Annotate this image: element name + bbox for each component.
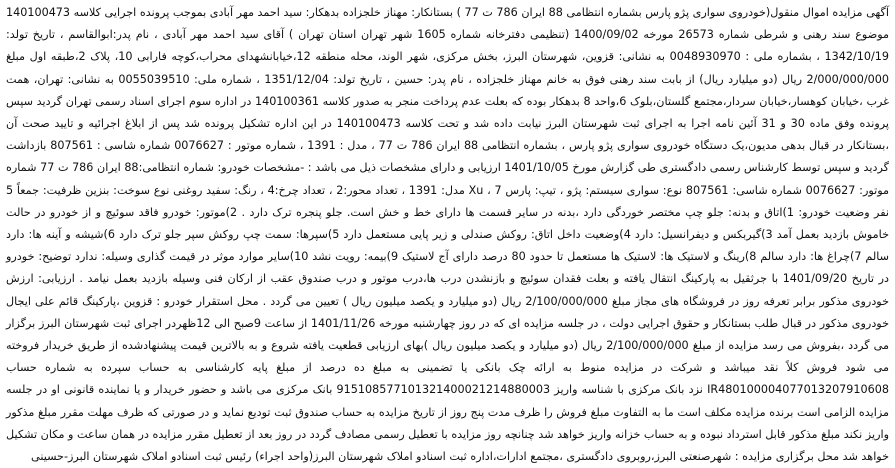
auction-notice-text: آگهی مزایده اموال منقول(خودروی سواری پژو پارس بشماره انتظامی 88 ایران 786 ت 77 ) بستانکار: مهناز خلجزاده بدهکار: سید احمد مهر آبادی بموجب پرونده اجرایی کلاسه 140100473 موضوع سند رهنی و شرطی شماره 26573 مورخه 1400/09/02 (تنظیمی دفترخانه شماره 1605 شهر تهران استان تهران ) آقای سید احمد مهر آبادی ، نام پدر:ابوالقاسم ، تاریخ تولد: 1342/10/19 ، بشماره ملی : 0048930970 به نشانی: قزوین، شهرستان البرز، بخش مرکزی، شهر الوند، محله منطقه 12،خیابانشهدای محراب،کوچه فارابی 10، پلاک 2،طبقه اول مبلغ 2/000/000/000 ریال (دو میلیارد ریال) از بابت سند رهنی فوق به خانم مهناز خلجزاده ، نام پدر: حسین ، تاریخ تولد: 1351/12/04 ، شماره ملی: 0055039510 به نشانی: تهران، همت غرب ،خیابان کوهسار،خیابان سردار،مجتمع گلستان،بلوک 6،واحد 8 بدهکار بوده که بعلت عدم پرداخت منجر به صدور کلاسه 140100361 در اداره سوم اجرای اسناد رسمی تهران گردید سپس پرونده وفق ماده 30 و 31 آئین نامه اجرا به اجرای ثبت شهرستان البرز نیابت داده شد و تحت کلاسه 140100473 در این اداره تشکیل پرونده شد پس از ابلاغ اجرائیه و تایید صحت آن ،بستانکار در قبال بدهی مدیون،یک دستگاه خودروی سواری پژو پارس ، بشماره انتظامی 88 ایران 786 ت 77 ، مدل : 1391 ، شماره موتور : 0076627 شماره شاسی : 807561 بازداشت گردید و سپس توسط کارشناس رسمی دادگستری طی گزارش مورخ 1401/10/05 ارزیابی و دارای مشخصات ذیل می باشد : -مشخصات خودرو: شماره انتظامی:88 ایران 786 ت 77 شماره موتور: 0076627 شماره شاسی: 807561 نوع: سواری سیستم: پژو ، تیپ: پارس 7 ، Xu مدل: 1391 ، تعداد محور:2 ، تعداد چرخ:4 ، رنگ: سفید روغنی نوع سوخت: بنزین ظرفیت: جمعاً 5 نفر وضعیت خودرو: 1)اتاق و بدنه: جلو چپ مختصر خوردگی دارد ،بدنه در سایر قسمت ها دارای خط و خش است. جلو پنجره ترک دارد . 2)موتور: خودرو فاقد سوئیچ و از خودرو در حالت خاموش بازدید بعمل آمد 3)گیربکس و دیفرانسیل: دارد 4)وضعیت داخل اتاق: روکش صندلی و زیر پایی مستعمل دارد 5)سپرها: سمت چپ روکش سپر جلو ترک دارد 6)شیشه و آینه ها: دارد سالم 7)چراغ ها: دارد سالم 8)رینگ و لاستیک ها: لاستیک ها مستعمل تا حدود 80 درصد دارای آج لاستیک 9)بیمه: رویت نشد 10)سایر موارد موثر در قیمت گذاری وسیله: ندارد توضیح: خودرو در تاریخ 1401/09/20 با جرثقیل به پارکینگ انتقال یافته و بعلت فقدان سوئیچ و بازنشدن درب ها،درب موتور و درب صندوق عقب از ارکان فنی وسیله بازدید بعمل نیامد . ارزیابی: ارزش خودروی مذکور برابر تعرفه روز در فروشگاه های مجاز مبلغ 2/100/000/000 ریال (دو میلیارد و یکصد میلیون ریال ) تعیین می گردد . محل استقرار خودرو : قزوین ،پارکینگ قائم علی ایجال خودروی مذکور در قبال طلب بستانکار و حقوق اجرایی دولت ، در جلسه مزایده ای که در روز چهارشنبه مورخه 1401/11/26 از ساعت 9صبح الی 12ظهردر اجرای ثبت شهرستان البرز برگزار می گردد ،بفروش می رسد مزایده از مبلغ 2/100/000/000 ریال (دو میلیارد و یکصد میلیون ریال )بهای ارزیابی قطعیت یافته شروع و به بالاترین قیمت پیشنهادشده از طریق خریدار فروخته می شود فروش کلاً نقد میباشد و شرکت در مزایده منوط به ارائه چک بانکی یا تضمینی به مبلغ ده درصد از مبلغ پایه کارشناسی به حساب سپرده به شماره حساب IR480100004077013207910608 نزد بانک مرکزی با شناسه واریز 915108577101321400021214880003 بانک مرکزی می باشد و حضور خریدار و یا نماینده قانونی او در جلسه مزایده الزامی است برنده مزایده مکلف است ما به التفاوت مبلغ فروش را ظرف مدت پنج روز از تاریخ مزایده به حساب صندوق ثبت تودیع نماید و در صورتی که ظرف مهلت مقرر مبلغ مذکور واریز نکند مبلغ مذکور قابل استرداد نبوده و به حساب خزانه واریز خواهد شد چنانچه روز مزایده با تعطیل رسمی مصادف گردد در روز بعد از تعطیل مقرر مزایده در همان ساعت و مکان تشکیل خواهد شد محل برگزاری مزایده : شهرصنعتی البرز،روبروی دادگستری ،مجتمع ادارات،اداره ثبت اسنادو املاک شهرستان البرز(واحد اجراء) رئیس ثبت اسنادو املاک شهرستان البرز-حسینی xyxy=(5,6,890,464)
